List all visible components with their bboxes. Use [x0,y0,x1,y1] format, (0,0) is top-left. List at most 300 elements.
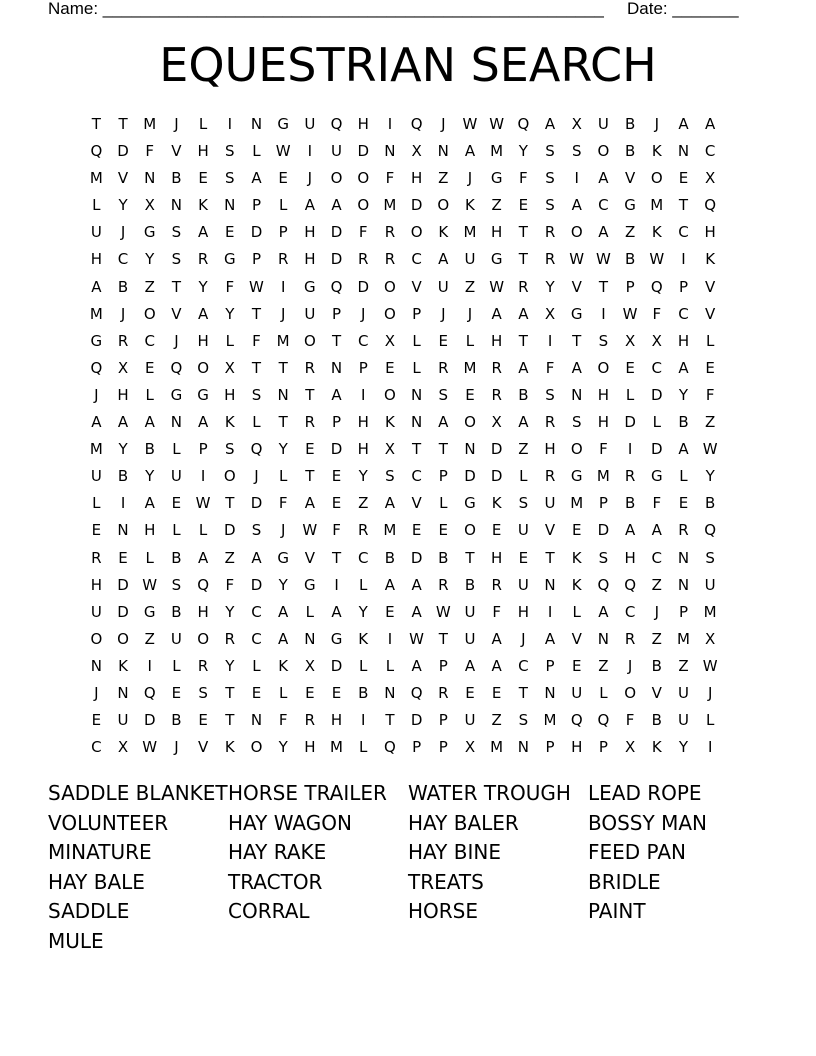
word-list-item: CORRAL [228,899,310,924]
grid-letter: B [171,711,182,730]
grid-letter: W [195,494,211,513]
grid-letter: E [518,196,529,215]
grid-letter: S [545,142,555,161]
grid-letter: M [650,196,664,215]
grid-letter: B [624,142,636,161]
grid-letter: O [357,169,370,188]
grid-letter: M [596,467,610,486]
grid-letter: L [225,331,234,350]
grid-letter: V [411,277,422,296]
grid-letter: O [464,521,476,540]
grid-letter: S [598,331,609,350]
grid-letter: J [441,304,446,323]
grid-letter: I [361,385,366,404]
grid-letter: O [250,738,263,757]
grid-letter: R [304,413,316,432]
grid-letter: O [143,304,156,323]
grid-letter: G [650,467,663,486]
grid-letter: A [491,656,502,675]
grid-letter: Z [438,169,449,188]
word-list [48,779,768,957]
grid-letter: U [331,142,343,161]
grid-letter: T [331,331,342,350]
grid-letter: K [465,196,475,215]
grid-letter: Q [410,115,423,133]
grid-letter: H [491,548,503,567]
grid-letter: I [601,304,606,323]
word-list-item: HAY WAGON [228,810,352,835]
grid-letter: E [518,548,529,567]
grid-letter: O [384,385,396,404]
grid-letter: O [384,277,396,296]
grid-letter: F [599,440,608,459]
grid-letter: E [465,385,475,404]
grid-letter: A [197,548,209,567]
grid-letter: Y [225,656,235,675]
grid-letter: F [332,521,341,540]
grid-letter: C [251,629,262,648]
grid-letter: E [678,494,689,513]
grid-letter: D [357,277,369,296]
grid-letter: A [331,602,342,621]
grid-letter: W [622,304,638,323]
grid-letter: B [171,602,182,621]
grid-letter: W [302,521,318,540]
grid-letter: C [117,250,129,269]
grid-letter: A [384,575,396,594]
grid-letter: A [144,494,155,513]
grid-letter: X [304,656,315,675]
grid-letter: N [437,142,449,161]
grid-letter: Y [145,467,155,486]
grid-letter: Q [624,575,636,594]
grid-letter: H [357,115,369,133]
grid-letter: A [571,196,582,215]
grid-letter: O [410,223,423,242]
grid-letter: L [145,385,154,404]
grid-letter: A [117,413,129,432]
grid-letter: W [489,277,505,296]
grid-letter: X [624,331,636,350]
grid-letter: H [117,385,129,404]
grid-letter: U [437,277,449,296]
grid-letter: A [678,115,689,133]
grid-letter: S [198,683,208,702]
grid-letter: D [410,711,423,730]
grid-letter: Z [224,548,235,567]
grid-letter: R [277,250,289,269]
grid-letter: B [358,683,369,702]
grid-letter: G [330,629,343,648]
grid-letter: C [251,602,262,621]
grid-letter: E [571,656,582,675]
grid-letter: E [438,331,449,350]
grid-letter: L [439,494,448,513]
grid-letter: P [332,413,342,432]
grid-letter: H [571,738,583,757]
grid-letter: B [117,467,129,486]
grid-letter: R [491,575,502,594]
grid-letter: F [252,331,261,350]
grid-letter: A [491,629,502,648]
grid-letter: R [544,413,556,432]
grid-letter: U [90,602,102,621]
grid-letter: I [574,169,579,188]
grid-letter: F [385,169,395,188]
grid-letter: D [250,575,263,594]
grid-letter: H [597,385,610,404]
grid-letter: J [120,223,126,242]
grid-letter: H [491,331,503,350]
grid-letter: Y [225,304,235,323]
grid-letter: K [438,223,449,242]
grid-letter: A [598,223,609,242]
grid-letter: A [331,385,342,404]
grid-letter: K [571,548,582,567]
grid-letter: Q [197,575,209,594]
worksheet-header [0,0,816,20]
grid-letter: B [171,169,182,188]
grid-letter: S [705,548,715,567]
grid-letter: Z [678,656,689,675]
grid-letter: O [357,196,370,215]
word-list-item: SADDLE [48,899,130,924]
grid-letter: E [331,683,342,702]
grid-letter: H [624,548,636,567]
grid-letter: F [145,142,155,161]
grid-letter: J [254,467,259,486]
grid-letter: P [438,656,448,675]
grid-letter: L [412,358,421,377]
grid-letter: Q [597,711,610,730]
grid-letter: T [465,548,475,567]
grid-letter: J [280,304,286,323]
grid-letter: Z [651,629,662,648]
grid-letter: A [705,115,716,133]
grid-letter: N [464,440,476,459]
grid-letter: N [170,413,183,432]
grid-letter: O [303,331,316,350]
grid-letter: U [304,304,316,323]
grid-letter: L [198,521,208,540]
grid-letter: S [385,467,395,486]
grid-letter: P [251,250,261,269]
grid-letter: N [224,196,236,215]
grid-letter: I [681,250,686,269]
grid-letter: E [705,358,715,377]
date-field: Date: _______ [627,0,739,18]
grid-letter: L [305,602,315,621]
grid-letter: T [305,385,315,404]
grid-letter: H [544,440,556,459]
grid-letter: R [438,683,449,702]
grid-letter: T [225,494,235,513]
grid-letter: D [330,250,343,269]
grid-letter: I [387,115,393,133]
grid-letter: L [92,494,101,513]
grid-letter: A [464,656,476,675]
grid-letter: D [357,142,369,161]
grid-letter: A [518,413,529,432]
word-list-item: HAY BALER [408,810,519,835]
letter-grid [83,111,724,761]
grid-letter: M [463,358,477,377]
grid-letter: F [225,277,235,296]
grid-letter: H [304,250,316,269]
grid-letter: A [438,250,449,269]
grid-letter: T [598,277,608,296]
word-list-item: FEED PAN [588,840,686,865]
grid-letter: K [384,413,395,432]
grid-letter: V [571,277,582,296]
grid-letter: V [705,304,716,323]
grid-letter: Z [144,277,155,296]
grid-letter: D [597,521,610,540]
grid-letter: U [170,629,182,648]
grid-letter: U [464,250,476,269]
grid-letter: S [251,385,262,404]
grid-letter: M [330,738,343,757]
grid-letter: R [304,358,316,377]
grid-letter: G [277,115,289,133]
grid-letter: I [627,440,633,459]
grid-letter: G [223,250,236,269]
grid-letter: M [490,738,504,757]
grid-letter: H [677,331,690,350]
grid-letter: Q [384,738,396,757]
grid-letter: N [677,575,690,594]
grid-letter: D [330,656,343,675]
grid-letter: S [225,142,235,161]
grid-letter: D [410,196,423,215]
grid-letter: G [570,467,583,486]
grid-letter: G [143,223,156,242]
grid-letter: E [278,169,288,188]
grid-letter: P [678,277,688,296]
grid-letter: E [171,683,182,702]
grid-letter: P [598,494,608,513]
grid-letter: Y [198,277,208,296]
grid-letter: L [252,142,261,161]
grid-letter: F [545,358,555,377]
grid-letter: I [227,115,232,133]
grid-letter: D [250,223,263,242]
grid-letter: W [142,575,158,594]
grid-letter: P [678,602,688,621]
grid-letter: Y [278,738,288,757]
grid-letter: K [491,494,502,513]
grid-letter: E [171,494,182,513]
grid-letter: E [331,494,342,513]
grid-letter: J [174,331,179,350]
grid-letter: H [357,413,369,432]
grid-letter: W [142,738,158,757]
grid-letter: M [89,169,103,188]
grid-letter: J [174,115,179,133]
grid-letter: E [305,440,315,459]
grid-letter: W [249,277,264,296]
grid-letter: V [411,494,422,513]
grid-letter: N [90,656,102,675]
grid-letter: J [441,115,446,133]
grid-letter: F [625,711,635,730]
grid-letter: E [118,548,128,567]
grid-letter: I [307,142,313,161]
grid-letter: Z [518,440,529,459]
grid-letter: S [171,575,182,594]
grid-letter: D [330,440,343,459]
grid-letter: R [358,250,369,269]
grid-letter: P [545,738,555,757]
grid-letter: U [704,575,716,594]
grid-letter: D [651,440,663,459]
grid-letter: B [678,413,689,432]
word-list-item: WATER TROUGH [408,781,571,805]
grid-letter: A [197,304,209,323]
grid-letter: N [571,385,583,404]
grid-letter: Y [358,602,368,621]
grid-letter: A [651,521,662,540]
grid-letter: X [651,331,662,350]
grid-letter: M [703,602,717,621]
grid-letter: V [197,738,209,757]
grid-letter: X [117,738,129,757]
grid-letter: A [278,602,289,621]
grid-letter: V [651,683,662,702]
grid-letter: V [705,277,716,296]
grid-letter: Q [597,575,610,594]
grid-letter: D [224,521,236,540]
grid-letter: N [117,683,129,702]
grid-letter: R [678,521,689,540]
grid-letter: T [251,304,262,323]
grid-letter: E [411,521,422,540]
grid-letter: J [307,169,313,188]
grid-letter: F [278,494,288,513]
grid-letter: H [224,385,236,404]
grid-letter: T [251,358,262,377]
grid-letter: W [702,440,718,459]
grid-letter: X [411,142,422,161]
grid-letter: F [652,304,662,323]
grid-letter: L [652,413,661,432]
grid-letter: L [599,683,608,702]
grid-letter: E [198,169,208,188]
grid-letter: X [144,196,155,215]
grid-letter: J [627,656,633,675]
grid-letter: H [144,521,156,540]
grid-letter: L [385,656,395,675]
grid-letter: H [410,169,423,188]
grid-letter: Z [651,575,662,594]
grid-letter: N [384,683,396,702]
grid-letter: F [225,575,235,594]
grid-letter: S [571,413,582,432]
grid-letter: Y [545,277,555,296]
grid-letter: J [94,385,99,404]
grid-letter: E [91,711,102,730]
grid-letter: A [464,142,476,161]
grid-letter: N [250,115,263,133]
grid-letter: U [517,575,529,594]
grid-letter: X [624,738,636,757]
grid-letter: P [278,223,288,242]
grid-letter: B [171,548,182,567]
grid-letter: L [278,196,288,215]
grid-letter: P [438,467,448,486]
word-list-item: BRIDLE [588,869,661,894]
grid-letter: S [171,250,182,269]
grid-letter: Q [410,683,423,702]
grid-letter: J [707,683,713,702]
grid-letter: Y [678,738,689,757]
grid-letter: U [170,467,182,486]
grid-letter: A [91,413,102,432]
grid-letter: X [384,440,396,459]
grid-letter: A [411,575,422,594]
grid-letter: R [544,223,556,242]
grid-letter: N [410,385,423,404]
grid-letter: O [437,196,450,215]
grid-letter: F [492,602,501,621]
grid-letter: B [624,250,636,269]
grid-letter: T [678,196,689,215]
grid-letter: T [331,548,342,567]
grid-letter: Q [330,115,343,133]
word-list-item: HORSE TRAILER [228,781,387,805]
grid-letter: D [410,548,423,567]
grid-letter: W [489,115,505,133]
grid-letter: O [570,223,583,242]
grid-letter: R [491,385,502,404]
grid-letter: E [465,683,475,702]
grid-letter: V [171,304,182,323]
grid-letter: J [521,629,526,648]
grid-letter: C [598,196,609,215]
grid-letter: Q [170,358,183,377]
grid-letter: M [383,521,397,540]
grid-letter: V [171,142,182,161]
grid-letter: T [518,223,528,242]
grid-letter: L [252,413,261,432]
grid-letter: L [145,548,154,567]
grid-letter: M [463,223,477,242]
grid-letter: Q [704,521,717,540]
grid-letter: R [624,467,636,486]
word-list-item: TREATS [408,869,484,894]
grid-letter: K [651,142,662,161]
grid-letter: T [438,629,448,648]
grid-letter: X [705,629,716,648]
grid-letter: B [384,548,396,567]
grid-letter: M [383,196,397,215]
grid-letter: S [545,385,555,404]
grid-letter: T [518,331,528,350]
word-list-item: HORSE [408,899,479,924]
word-list-item: TRACTOR [228,869,323,894]
grid-letter: F [519,169,528,188]
grid-letter: I [120,494,126,513]
grid-letter: R [224,629,235,648]
grid-letter: N [304,629,316,648]
grid-letter: E [144,358,155,377]
grid-letter: M [89,304,103,323]
grid-letter: J [467,169,473,188]
grid-letter: Z [624,223,636,242]
grid-letter: G [490,250,503,269]
grid-letter: L [252,656,261,675]
grid-letter: A [491,304,502,323]
